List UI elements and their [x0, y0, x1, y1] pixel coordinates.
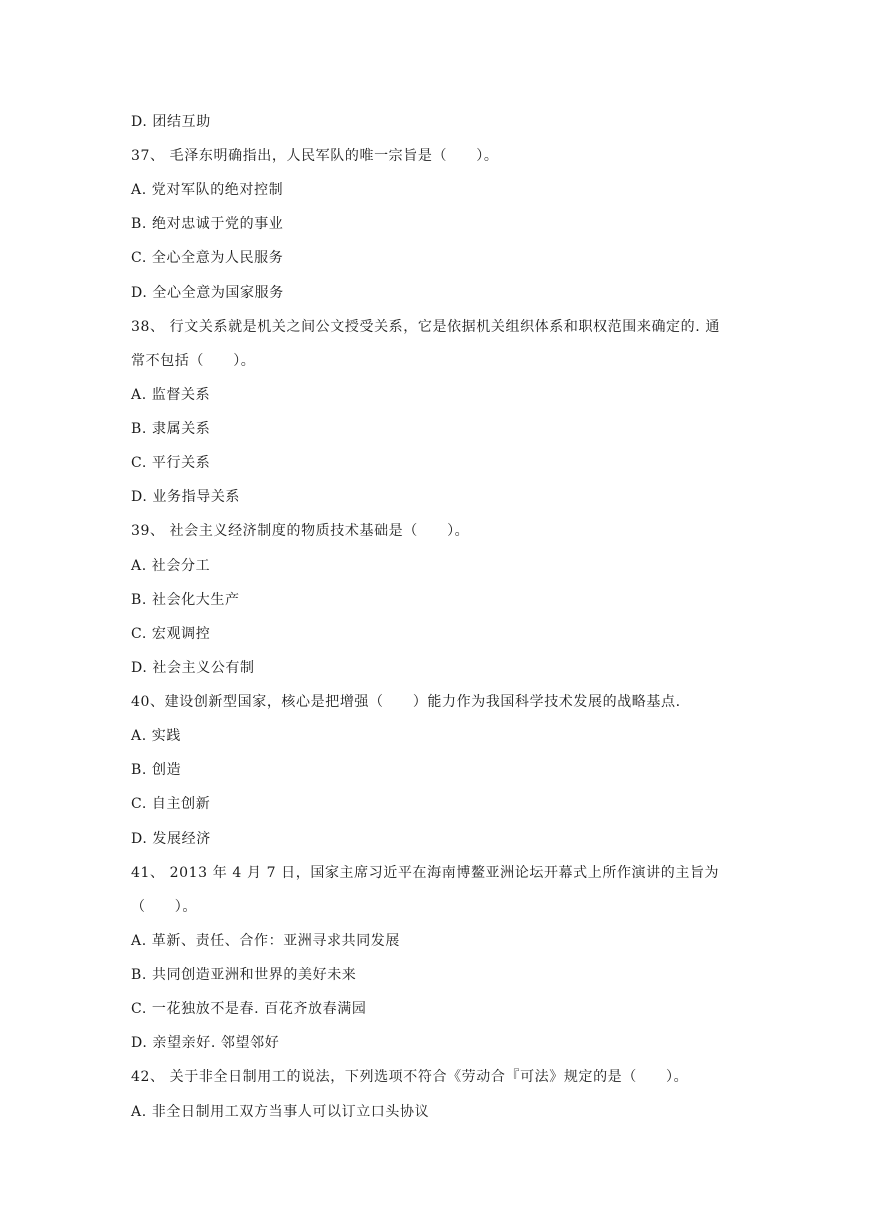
- option-41-c: C. 一花独放不是春. 百花齐放春满园: [131, 1001, 367, 1017]
- question-41: 41、 2013 年 4 月 7 日，国家主席习近平在海南博鳌亚洲论坛开幕式上所作演讲的主旨为: [131, 865, 720, 881]
- option-40-d: D. 发展经济: [131, 831, 211, 847]
- option-37-b: B. 绝对忠诚于党的事业: [131, 216, 284, 232]
- option-38-b: B. 隶属关系: [131, 421, 211, 437]
- option-41-d: D. 亲望亲好. 邻望邻好: [131, 1035, 280, 1051]
- option-37-c: C. 全心全意为人民服务: [131, 250, 284, 266]
- option-37-a: A. 党对军队的绝对控制: [131, 182, 284, 198]
- question-37: 37、 毛泽东明确指出，人民军队的唯一宗旨是（ ）。: [131, 148, 499, 164]
- option-39-b: B. 社会化大生产: [131, 592, 240, 608]
- option-41-a: A. 革新、责任、合作：亚洲寻求共同发展: [131, 933, 401, 949]
- option-40-b: B. 创造: [131, 762, 182, 778]
- option-36-d: D. 团结互助: [131, 114, 211, 130]
- option-40-a: A. 实践: [131, 728, 182, 744]
- option-38-a: A. 监督关系: [131, 387, 211, 403]
- question-42: 42、 关于非全日制用工的说法，下列选项不符合《劳动合『可法》规定的是（ ）。: [131, 1069, 689, 1085]
- option-37-d: D. 全心全意为国家服务: [131, 285, 284, 301]
- option-38-c: C. 平行关系: [131, 455, 211, 471]
- option-41-b: B. 共同创造亚洲和世界的美好未来: [131, 967, 357, 983]
- question-38: 38、 行文关系就是机关之间公文授受关系，它是依据机关组织体系和职权范围来确定的. 通: [131, 319, 720, 335]
- option-39-d: D. 社会主义公有制: [131, 660, 255, 676]
- option-42-a: A. 非全日制用工双方当事人可以订立口头协议: [131, 1104, 430, 1120]
- option-39-c: C. 宏观调控: [131, 626, 211, 642]
- option-40-c: C. 自主创新: [131, 796, 211, 812]
- question-40: 40、建设创新型国家，核心是把增强（ ）能力作为我国科学技术发展的战略基点.: [131, 694, 681, 710]
- question-38-continued: 常不包括（ ）。: [131, 353, 256, 369]
- option-38-d: D. 业务指导关系: [131, 489, 241, 505]
- question-39: 39、 社会主义经济制度的物质技术基础是（ ）。: [131, 523, 470, 539]
- option-39-a: A. 社会分工: [131, 558, 211, 574]
- question-41-continued: （ ）。: [131, 899, 197, 915]
